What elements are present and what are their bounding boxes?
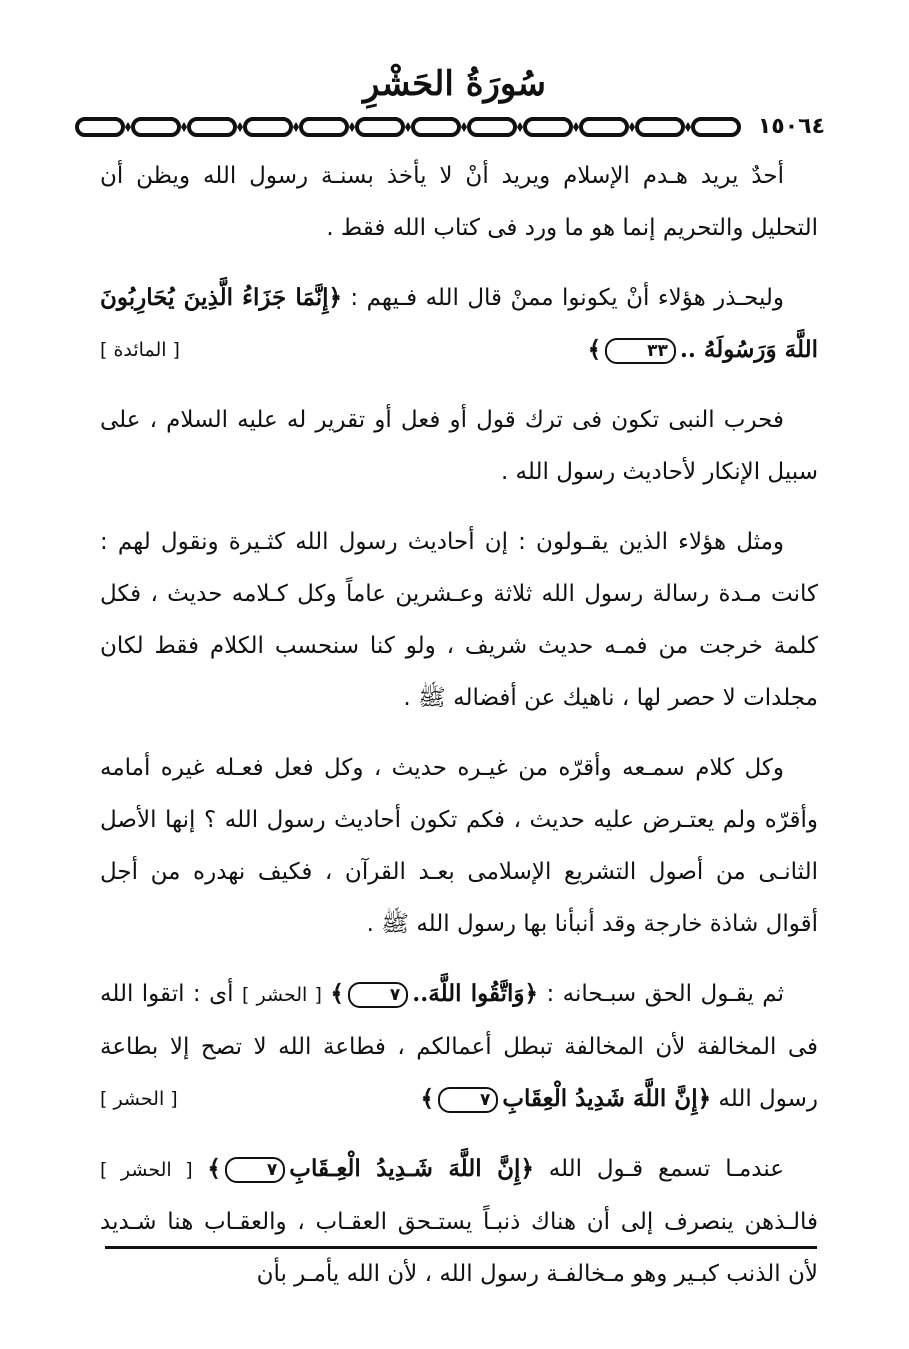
footer-rule [105,1246,817,1249]
ayah-number: ٧ [438,1087,498,1113]
page-number: ١٥٠٦٤ [754,112,829,142]
surah-reference: [ الحشر ] [241,984,322,1006]
quran-verse: ﴿وَاتَّقُوا اللَّهَ.. [412,980,538,1007]
paragraph-1: أحدٌ يريد هـدم الإسلام ويريد أنْ لا يأخذ بسنـة رسول الله ويظن أن التحليل والتحريم إنما هو ما ورد فى كتاب الله فقط . [100,163,818,241]
paragraph-6-intro: ثم يقـول الحق سبـحانه : [538,981,784,1007]
quran-verse: ﴿إِنَّ اللَّهَ شَدِيدُ الْعِقَابِ [502,1085,712,1112]
body-text [100,150,818,1318]
verse-close-bracket: ﴾ [330,980,344,1007]
paragraph-2 [100,272,818,376]
paragraph-7-body: فالـذهن ينصرف إلى أن هناك ذنبـاً يستـحق العقـاب ، والعقـاب هنا شـديد لأن الذنب كبـير وهو مـخالفـة رسول الله ، لأن الله يأمـر بأن [100,1209,818,1287]
surah-title: سُورَةُ الحَشْرِ [363,64,546,104]
paragraph-3: فحرب النبى تكون فى ترك قول أو فعل أو تقرير له عليه السلام ، على سبيل الإنكار لأحاديث رسول الله . [100,407,818,485]
surah-reference: [ الحشر ] [100,1088,178,1110]
verse-close-bracket: ﴾ [207,1155,221,1182]
verse-close-bracket: ﴾ [587,336,602,363]
paragraph-7 [100,1143,818,1300]
quran-verse: ﴿إِنَّ اللَّهَ شَـدِيدُ الْعِـقَابِ [289,1155,534,1182]
ayah-number: ٣٣ [605,338,676,364]
paragraph-4: ومثل هؤلاء الذين يقـولون : إن أحاديث رسول الله كثـيرة ونقول لهم : كانت مـدة رسالة رسول الله ثلاثة وعـشرين عاماً وكل كـلامه حديث ، فكل كلمة خرجت من فمـه حديث شريف ، ولو كنا سنحسب الكلام فقط لكان مجلدات لا حصر لها ، ناهيك عن أفضاله ﷺ . [100,529,818,711]
paragraph-2-intro: وليحـذر هؤلاء أنْ يكونوا ممنْ قال الله فـيهم : [341,285,785,311]
paragraph-6 [100,968,818,1125]
paragraph-5: وكل كلام سمـعه وأقرّه من غيـره حديث ، وكل فعل فعـله غيره أمامه وأقرّه ولم يعتـرض عليه حديث ، فكم تكون أحاديث رسول الله ؟ إنها الأصل الثانـى من أصول التشريع الإسلامى بعـد القرآن ، فكيف نهدره من أجل أقوال شاذة خارجة وقد أنبأنا بها رسول الله ﷺ . [100,755,818,937]
verse-close-bracket: ﴾ [420,1085,434,1112]
ayah-number: ٧ [225,1157,285,1183]
quran-verse: ﴿إِنَّمَا جَزَاءُ الَّذِينَ يُحَارِبُونَ اللَّهَ وَرَسُولَهُ .. [100,284,818,363]
paragraph-6-body: أى : اتقوا الله فى المخالفة لأن المخالفة تبطل أعمالكم ، فطاعة الله لا تصح إلا بطاعة رسول الله [100,981,818,1112]
surah-reference: [ المائدة ] [100,339,180,361]
ayah-number: ٧ [348,982,408,1008]
surah-reference: [ الحشر ] [100,1159,193,1181]
ornamental-header-band [75,112,832,142]
paragraph-7-intro: عندمـا تسمع قـول الله [533,1156,785,1182]
